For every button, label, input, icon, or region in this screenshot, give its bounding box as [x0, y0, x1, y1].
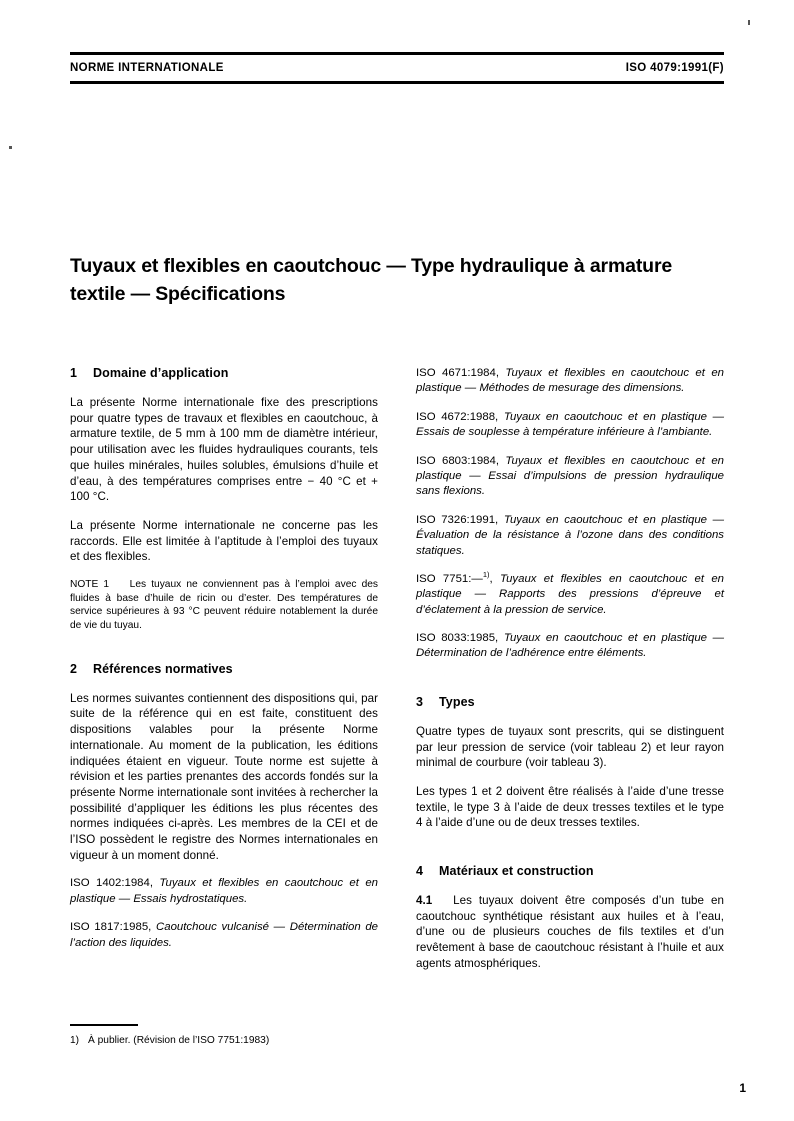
- reference-id: ISO 4672:1988,: [416, 410, 504, 423]
- spacer: [70, 633, 378, 662]
- spacer: [416, 844, 724, 864]
- reference-title: Caoutchouc vulcanisé — Détermination de l’action des liquides.: [70, 921, 379, 949]
- note-body: Les tuyaux ne conviennent pas à l’emploi avec des fluides à base d’huile de ricin ou d’ester. Des températures de service supérieures à 93 °C peuvent réduire notablement la durée de vie du tuyau.: [70, 579, 379, 632]
- reference-title: Tuyaux en caoutchouc et en plastique — Essais de souplesse à température inférieure à l’ambiante.: [416, 410, 724, 439]
- right-column: [416, 366, 724, 972]
- running-header: [70, 52, 724, 84]
- section-title-3: Types: [439, 694, 475, 709]
- scan-artifact-mark: [748, 20, 750, 25]
- scan-artifact-mark: [9, 146, 12, 149]
- reference-title: Tuyaux et flexibles en caoutchouc et en plastique — Essais hydrostatiques.: [70, 877, 378, 905]
- section-3-paragraph-2: Les types 1 et 2 doivent être réalisés à l’aide d’une tresse textile, le type 3 à l’aide de deux tresses textiles et le type 4 à l’aide d’une ou de deux tresses textiles.: [416, 784, 724, 830]
- section-3-paragraph-1: Quatre types de tuyaux sont prescrits, qui se distinguent par leur pression de service (voir tableau 2) et leur rayon minimal de courbure (voir tableau 3).: [416, 724, 724, 770]
- section-number-1: 1: [70, 366, 78, 380]
- reference-item: [416, 366, 724, 397]
- reference-item: [70, 876, 378, 907]
- section-1-paragraph-1: La présente Norme internationale fixe des prescriptions pour quatre types de travaux et flexibles en caoutchouc, à armature textile, de 5 mm à 100 mm de diamètre intérieur, pour utilisation avec les fluides hydrauliques courants, tels que huiles minérales, huiles solubles, émulsions d’huile et d’eau, à des températures comprises entre − 40 °C et + 100 °C.: [70, 396, 378, 504]
- reference-item: [416, 410, 724, 441]
- header-rule-top: [70, 52, 724, 55]
- spacer: [416, 675, 724, 695]
- header-rule-bottom: [70, 81, 724, 84]
- footnote-marker: 1): [70, 1034, 80, 1046]
- footnote-text: À publier. (Révision de l’ISO 7751:1983): [88, 1034, 270, 1046]
- header-standard-number: ISO 4079:1991(F): [625, 62, 724, 74]
- section-1-note: [70, 578, 378, 633]
- body-columns: [70, 366, 724, 972]
- reference-item: [70, 920, 378, 951]
- section-2-paragraph-1: Les normes suivantes contiennent des dispositions qui, par suite de la référence qui en est faite, constituent des dispositions valables pour la présente Norme internationale. Au moment de la publication, les éditions indiquées étaient en vigueur. Toute norme est sujette à révision et les parties prenantes des accords fondés sur la présente Norme internationale sont invitées à rechercher la possibilité d’appliquer les éditions les plus récentes des normes indiquées ci-après. Les membres de la CEI et de l’ISO possèdent le registre des Normes internationales en vigueur à un moment donné.: [70, 691, 378, 862]
- footnote-block: [70, 1024, 378, 1047]
- reference-id: ISO 8033:1985,: [416, 632, 504, 645]
- reference-title: Tuyaux en caoutchouc et en plastique — Détermination de l’adhérence entre éléments.: [416, 632, 724, 660]
- section-number-4: 4: [416, 864, 424, 879]
- reference-item: [416, 513, 724, 559]
- note-tag: NOTE 1: [70, 579, 110, 591]
- reference-item: [416, 572, 724, 618]
- reference-title: Tuyaux en caoutchouc et en plastique — Évaluation de la résistance à l’ozone dans des conditions statiques.: [416, 513, 724, 557]
- section-title-1: Domaine d’application: [93, 366, 229, 380]
- header-standard-type: NORME INTERNATIONALE: [70, 62, 224, 74]
- section-4-clause-1: [416, 893, 724, 972]
- clause-number: 4.1: [416, 894, 433, 908]
- reference-id: ISO 1402:1984,: [70, 877, 160, 890]
- section-title-4: Matériaux et construction: [439, 864, 594, 879]
- reference-id-tail: ,: [489, 572, 500, 585]
- section-title-2: Références normatives: [93, 661, 233, 676]
- footnote-line: [70, 1034, 378, 1047]
- reference-id: ISO 4671:1984,: [416, 367, 506, 379]
- section-1-paragraph-2: La présente Norme internationale ne concerne pas les raccords. Elle est limitée à l’aptitude à l’emploi des tuyaux et des flexibles.: [70, 518, 378, 564]
- section-heading-2: [70, 662, 378, 676]
- reference-id: ISO 7751:—: [416, 572, 483, 585]
- footnote-reference-marker: 1): [482, 570, 490, 580]
- document-title: Tuyaux et flexibles en caoutchouc — Type hydraulique à armature textile — Spécifications: [70, 255, 673, 305]
- section-number-2: 2: [70, 661, 78, 676]
- reference-id: ISO 1817:1985,: [70, 921, 157, 934]
- section-heading-3: [416, 695, 724, 709]
- reference-title: Tuyaux et flexibles en caoutchouc et en plastique — Rapports des pressions d’épreuve et d’éclatement à la pression de service.: [416, 572, 725, 616]
- section-heading-1: [70, 366, 378, 380]
- reference-title: Tuyaux et flexibles en caoutchouc et en plastique — Essai d’impulsions de pression hydraulique sans flexions.: [416, 454, 724, 498]
- reference-id: ISO 6803:1984,: [416, 454, 506, 467]
- reference-id: ISO 7326:1991,: [416, 513, 504, 526]
- reference-item: [416, 454, 724, 500]
- page-number: 1: [739, 1081, 746, 1095]
- footnote-separator-rule: [70, 1024, 138, 1026]
- section-heading-4: [416, 864, 724, 878]
- reference-item: [416, 631, 724, 662]
- clause-body: Les tuyaux doivent être composés d’un tube en caoutchouc synthétique résistant aux huiles et à l’eau, d’une ou de plusieurs couches de fils textiles et d’un revêtement à base de caoutchouc résistant à l’huile et aux agents atmosphériques.: [416, 894, 724, 970]
- section-number-3: 3: [416, 694, 424, 709]
- left-column: [70, 366, 378, 972]
- reference-title: Tuyaux et flexibles en caoutchouc et en plastique — Méthodes de mesurage des dimensions.: [416, 367, 724, 395]
